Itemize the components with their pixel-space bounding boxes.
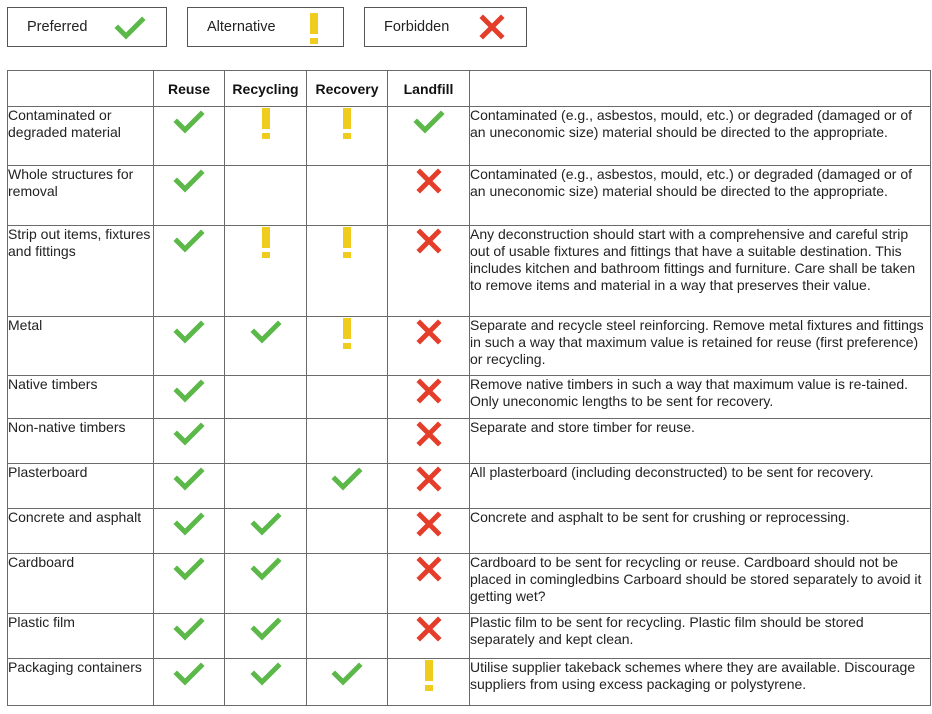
exclamation-icon bbox=[340, 317, 354, 349]
description-cell: Concrete and asphalt to be sent for crushing or reprocessing. bbox=[470, 509, 931, 554]
reuse-cell bbox=[154, 376, 225, 419]
table-row bbox=[8, 419, 931, 464]
recycling-cell bbox=[225, 614, 307, 659]
check-icon bbox=[171, 226, 207, 256]
exclamation-icon bbox=[259, 107, 273, 139]
recovery-cell bbox=[307, 166, 388, 226]
landfill-cell bbox=[388, 226, 470, 317]
check-icon bbox=[329, 464, 365, 494]
description-cell: Utilise supplier takeback schemes where they are available. Discourage suppliers from using excess packaging or polystyrene. bbox=[470, 659, 931, 706]
recovery-cell bbox=[307, 464, 388, 509]
recovery-cell bbox=[307, 419, 388, 464]
reuse-cell bbox=[154, 107, 225, 166]
check-icon bbox=[171, 107, 207, 137]
reuse-cell bbox=[154, 166, 225, 226]
description-cell: Contaminated (e.g., asbestos, mould, etc.) or degraded (damaged or of an uneconomic size) material should be directed to the appropriate. bbox=[470, 107, 931, 166]
reuse-cell bbox=[154, 509, 225, 554]
exclamation-icon bbox=[422, 659, 436, 691]
material-cell: Plasterboard bbox=[8, 464, 154, 509]
recovery-cell bbox=[307, 226, 388, 317]
check-icon bbox=[248, 554, 284, 584]
check-icon bbox=[171, 614, 207, 644]
recycling-cell bbox=[225, 107, 307, 166]
landfill-cell bbox=[388, 509, 470, 554]
recycling-cell bbox=[225, 376, 307, 419]
reuse-cell bbox=[154, 419, 225, 464]
exclamation-icon bbox=[259, 226, 273, 258]
header-recycling: Recycling bbox=[225, 71, 307, 107]
cross-icon bbox=[414, 166, 444, 196]
description-cell: Remove native timbers in such a way that maximum value is re-tained. Only uneconomic lengths to be sent for recovery. bbox=[470, 376, 931, 419]
reuse-cell bbox=[154, 614, 225, 659]
landfill-cell bbox=[388, 317, 470, 376]
cross-icon bbox=[414, 317, 444, 347]
header-recovery: Recovery bbox=[307, 71, 388, 107]
description-cell: Separate and store timber for reuse. bbox=[470, 419, 931, 464]
cross-icon bbox=[414, 226, 444, 256]
landfill-cell bbox=[388, 614, 470, 659]
check-icon bbox=[171, 166, 207, 196]
cross-icon bbox=[414, 419, 444, 449]
description-cell: Contaminated (e.g., asbestos, mould, etc.) or degraded (damaged or of an uneconomic size) material should be directed to the appropriate. bbox=[470, 166, 931, 226]
landfill-cell bbox=[388, 554, 470, 614]
table-row bbox=[8, 464, 931, 509]
table-row bbox=[8, 376, 931, 419]
table-row bbox=[8, 317, 931, 376]
recycling-cell bbox=[225, 659, 307, 706]
table-row bbox=[8, 226, 931, 317]
legend-preferred-label: Preferred bbox=[27, 19, 88, 35]
description-cell: Plastic film to be sent for recycling. Plastic film should be stored separately and kept clean. bbox=[470, 614, 931, 659]
table-row bbox=[8, 659, 931, 706]
recovery-cell bbox=[307, 614, 388, 659]
check-icon bbox=[171, 376, 207, 406]
exclamation-icon bbox=[340, 226, 354, 258]
check-icon bbox=[171, 464, 207, 494]
legend-preferred bbox=[7, 7, 167, 47]
material-cell: Native timbers bbox=[8, 376, 154, 419]
reuse-cell bbox=[154, 554, 225, 614]
landfill-cell bbox=[388, 659, 470, 706]
table-header-row bbox=[8, 71, 931, 107]
check-icon bbox=[248, 614, 284, 644]
cross-icon bbox=[477, 12, 507, 42]
landfill-cell bbox=[388, 166, 470, 226]
material-cell: Packaging containers bbox=[8, 659, 154, 706]
recycling-cell bbox=[225, 554, 307, 614]
recovery-cell bbox=[307, 107, 388, 166]
material-cell: Strip out items, fixtures and fittings bbox=[8, 226, 154, 317]
landfill-cell bbox=[388, 464, 470, 509]
header-landfill: Landfill bbox=[388, 71, 470, 107]
recycling-cell bbox=[225, 509, 307, 554]
check-icon bbox=[171, 317, 207, 347]
description-cell: Any deconstruction should start with a comprehensive and careful strip out of usable fixtures and fittings that have a suitable destination. This includes kitchen and bathroom fittings and furniture. Care shall be taken to remove items and material in a way that preserves their value. bbox=[470, 226, 931, 317]
table-row bbox=[8, 554, 931, 614]
legend-forbidden-label: Forbidden bbox=[384, 19, 450, 35]
description-cell: All plasterboard (including deconstructed) to be sent for recovery. bbox=[470, 464, 931, 509]
check-icon bbox=[171, 419, 207, 449]
recovery-cell bbox=[307, 376, 388, 419]
table-row bbox=[8, 509, 931, 554]
landfill-cell bbox=[388, 107, 470, 166]
table-row bbox=[8, 614, 931, 659]
material-cell: Plastic film bbox=[8, 614, 154, 659]
check-icon bbox=[248, 659, 284, 689]
reuse-cell bbox=[154, 226, 225, 317]
check-icon bbox=[171, 659, 207, 689]
check-icon bbox=[411, 107, 447, 137]
recycling-cell bbox=[225, 419, 307, 464]
table-row bbox=[8, 107, 931, 166]
legend-alternative bbox=[187, 7, 344, 47]
material-cell: Whole structures for removal bbox=[8, 166, 154, 226]
check-icon bbox=[248, 509, 284, 539]
reuse-cell bbox=[154, 464, 225, 509]
legend-alternative-label: Alternative bbox=[207, 19, 276, 35]
table-row bbox=[8, 166, 931, 226]
recovery-cell bbox=[307, 317, 388, 376]
header-description bbox=[470, 71, 931, 107]
exclamation-icon bbox=[340, 107, 354, 139]
material-cell: Cardboard bbox=[8, 554, 154, 614]
check-icon bbox=[112, 12, 148, 44]
recovery-cell bbox=[307, 554, 388, 614]
cross-icon bbox=[414, 509, 444, 539]
check-icon bbox=[171, 509, 207, 539]
material-cell: Non-native timbers bbox=[8, 419, 154, 464]
landfill-cell bbox=[388, 419, 470, 464]
cross-icon bbox=[414, 554, 444, 584]
cross-icon bbox=[414, 376, 444, 406]
reuse-cell bbox=[154, 317, 225, 376]
reuse-cell bbox=[154, 659, 225, 706]
header-material bbox=[8, 71, 154, 107]
check-icon bbox=[248, 317, 284, 347]
cross-icon bbox=[414, 464, 444, 494]
recycling-cell bbox=[225, 464, 307, 509]
recovery-cell bbox=[307, 659, 388, 706]
recycling-cell bbox=[225, 166, 307, 226]
legend-forbidden bbox=[364, 7, 527, 47]
recovery-cell bbox=[307, 509, 388, 554]
description-cell: Cardboard to be sent for recycling or reuse. Cardboard should not be placed in comingledbins Carboard should be stored separately to avoid it getting wet? bbox=[470, 554, 931, 614]
landfill-cell bbox=[388, 376, 470, 419]
description-cell: Separate and recycle steel reinforcing. Remove metal fixtures and fittings in such a way that maximum value is retained for reuse (first preference) or recycling. bbox=[470, 317, 931, 376]
cross-icon bbox=[414, 614, 444, 644]
material-cell: Metal bbox=[8, 317, 154, 376]
check-icon bbox=[171, 554, 207, 584]
recycling-cell bbox=[225, 317, 307, 376]
exclamation-icon bbox=[306, 12, 322, 44]
waste-matrix-table bbox=[7, 70, 931, 706]
material-cell: Contaminated or degraded material bbox=[8, 107, 154, 166]
material-cell: Concrete and asphalt bbox=[8, 509, 154, 554]
recycling-cell bbox=[225, 226, 307, 317]
header-reuse: Reuse bbox=[154, 71, 225, 107]
check-icon bbox=[329, 659, 365, 689]
